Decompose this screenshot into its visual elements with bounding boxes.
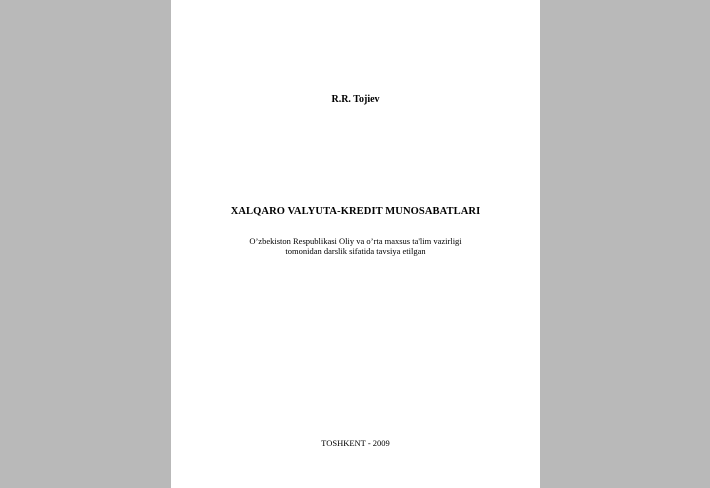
publication-place-year: TOSHKENT - 2009 bbox=[321, 438, 390, 448]
approval-line-1: O’zbekiston Respublikasi Oliy va o’rta maxsus ta'lim vazirligi bbox=[249, 236, 462, 246]
approval-line-2: tomonidan darslik sifatida tavsiya etilgan bbox=[285, 246, 426, 256]
document-page bbox=[171, 0, 540, 488]
approval-statement bbox=[171, 236, 540, 256]
book-title: XALQARO VALYUTA-KREDIT MUNOSABATLARI bbox=[230, 206, 481, 217]
author-name: R.R. Tojiev bbox=[331, 94, 380, 105]
